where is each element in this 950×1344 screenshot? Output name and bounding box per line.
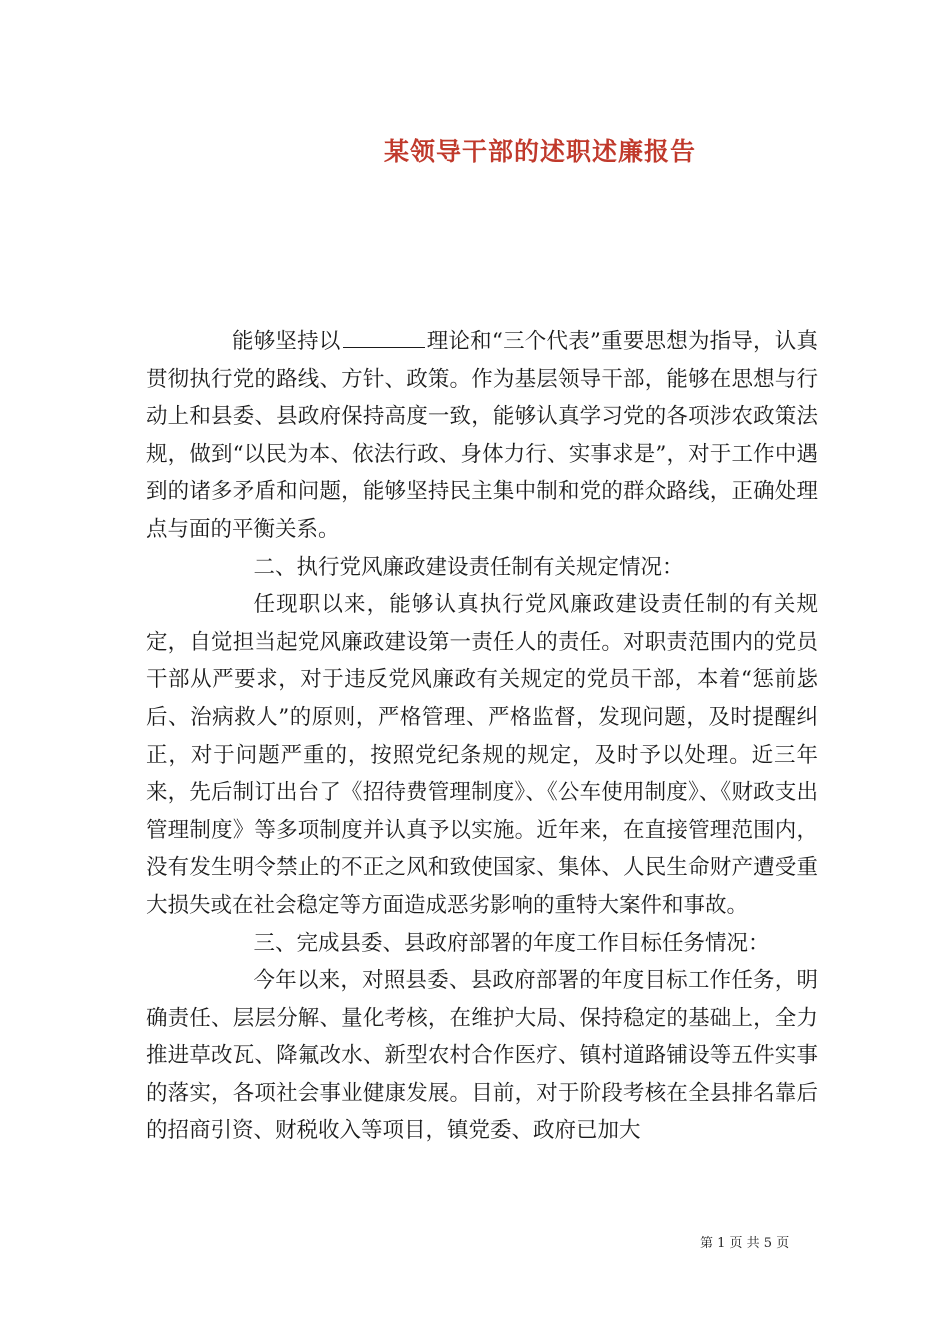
fill-in-blank [343, 329, 425, 348]
intro-paragraph [146, 323, 818, 549]
page-number-footer: 第 1 页 共 5 页 [700, 1236, 790, 1251]
document-body [146, 323, 818, 1150]
intro-after-blank: 理论和“三个代表”重要思想为指导，认真贯彻执行党的路线、方针、政策。作为基层领导干部，能够在思想与行动上和县委、县政府保持高度一致，能够认真学习党的各项涉农政策法规，做到“以民为本、依法行政、身体力行、实事求是”，对于工作中遇到的诸多矛盾和问题，能够坚持民主集中制和党的群众路线，正确处理点与面的平衡关系。 [146, 329, 818, 542]
document-title: 某领导干部的述职述廉报告 [383, 137, 696, 166]
section-2-heading: 二、执行党风廉政建设责任制有关规定情况： [253, 554, 684, 580]
section-3-heading: 三、完成县委、县政府部署的年度工作目标任务情况： [253, 930, 770, 956]
section-3-paragraph: 今年以来，对照县委、县政府部署的年度目标工作任务，明确责任、层层分解、量化考核，在维护大局、保持稳定的基础上，全力推进草改瓦、降氟改水、新型农村合作医疗、镇村道路铺设等五件实事的落实，各项社会事业健康发展。目前，对于阶段考核在全县排名靠后的招商引资、财税收入等项目，镇党委、政府已加大 [146, 968, 818, 1144]
intro-before-blank: 能够坚持以 [232, 329, 341, 354]
section-2-paragraph: 任现职以来，能够认真执行党风廉政建设责任制的有关规定，自觉担当起党风廉政建设第一责任人的责任。对职责范围内的党员干部从严要求，对于违反党风廉政有关规定的党员干部，本着“惩前毖后、治病救人”的原则，严格管理、严格监督，发现问题，及时提醒纠正，对于问题严重的，按照党纪条规的规定，及时予以处理。近三年来，先后制订出台了《招待费管理制度》、《公车使用制度》、《财政支出管理制度》等多项制度并认真予以实施。近年来，在直接管理范围内，没有发生明令禁止的不正之风和致使国家、集体、人民生命财产遭受重大损失或在社会稳定等方面造成恶劣影响的重特大案件和事故。 [146, 592, 818, 918]
